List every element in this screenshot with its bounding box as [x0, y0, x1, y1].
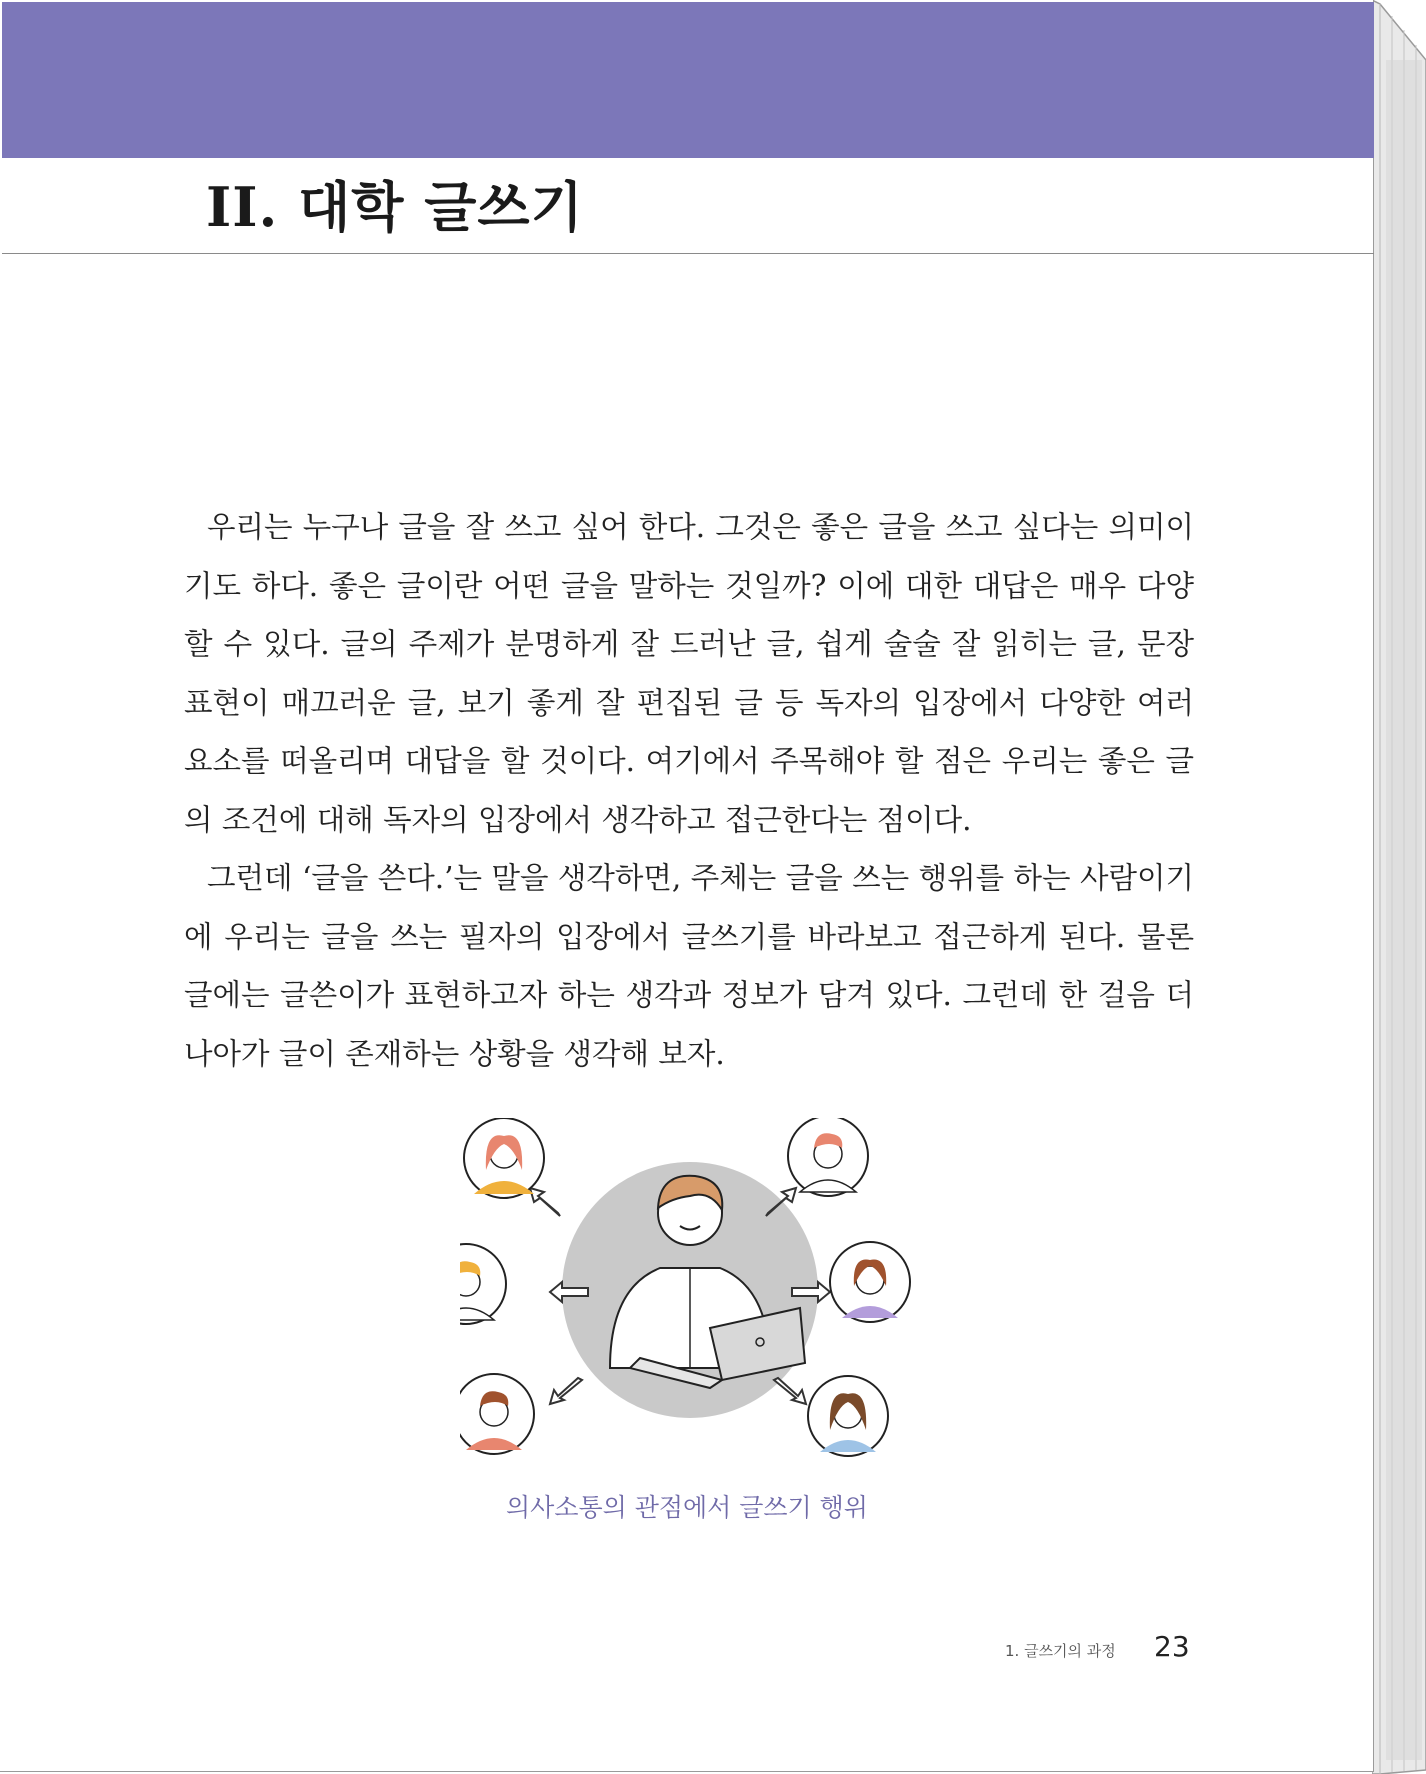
paragraph-2: 그런데 ‘글을 쓴다.’는 말을 생각하면, 주체는 글을 쓰는 행위를 하는 사람이기에 우리는 글을 쓰는 필자의 입장에서 글쓰기를 바라보고 접근하게 된다. 물론 글에는 글쓴이가 표현하고자 하는 생각과 정보가 담겨 있다. 그런데 한 걸음 더 나아가 글이 존재하는 상황을 생각해 보자. — [184, 861, 1194, 1071]
figure-caption: 의사소통의 관점에서 글쓰기 행위 — [506, 1493, 868, 1522]
reader-avatar-1 — [464, 1118, 544, 1198]
footer-section-label: 1. 글쓰기의 과정 — [1005, 1642, 1116, 1660]
book-page-edges — [1372, 0, 1426, 1774]
communication-illustration — [460, 1118, 920, 1458]
reader-avatar-3 — [460, 1244, 506, 1324]
reader-avatar-6 — [808, 1376, 888, 1456]
paragraph-1: 우리는 누구나 글을 잘 쓰고 싶어 한다. 그것은 좋은 글을 쓰고 싶다는 의미이기도 하다. 좋은 글이란 어떤 글을 말하는 것일까? 이에 대한 대답은 매우 다양할 수 있다. 글의 주제가 분명하게 잘 드러난 글, 쉽게 술술 잘 읽히는 글, 문장 표현이 매끄러운 글, 보기 좋게 잘 편집된 글 등 독자의 입장에서 다양한 여러 요소를 떠올리며 대답을 할 것이다. 여기에서 주목해야 할 점은 우리는 좋은 글의 조건에 대해 독자의 입장에서 생각하고 접근한다는 점이다. — [184, 510, 1194, 837]
body-text — [184, 498, 1194, 1083]
chapter-header-band — [2, 2, 1374, 158]
page-number: 23 — [1154, 1630, 1190, 1663]
reader-avatar-4 — [830, 1242, 910, 1322]
reader-avatar-5 — [460, 1374, 534, 1454]
title-divider — [2, 253, 1374, 254]
reader-avatar-2 — [788, 1118, 868, 1196]
chapter-title: II. 대학 글쓰기 — [206, 175, 584, 239]
